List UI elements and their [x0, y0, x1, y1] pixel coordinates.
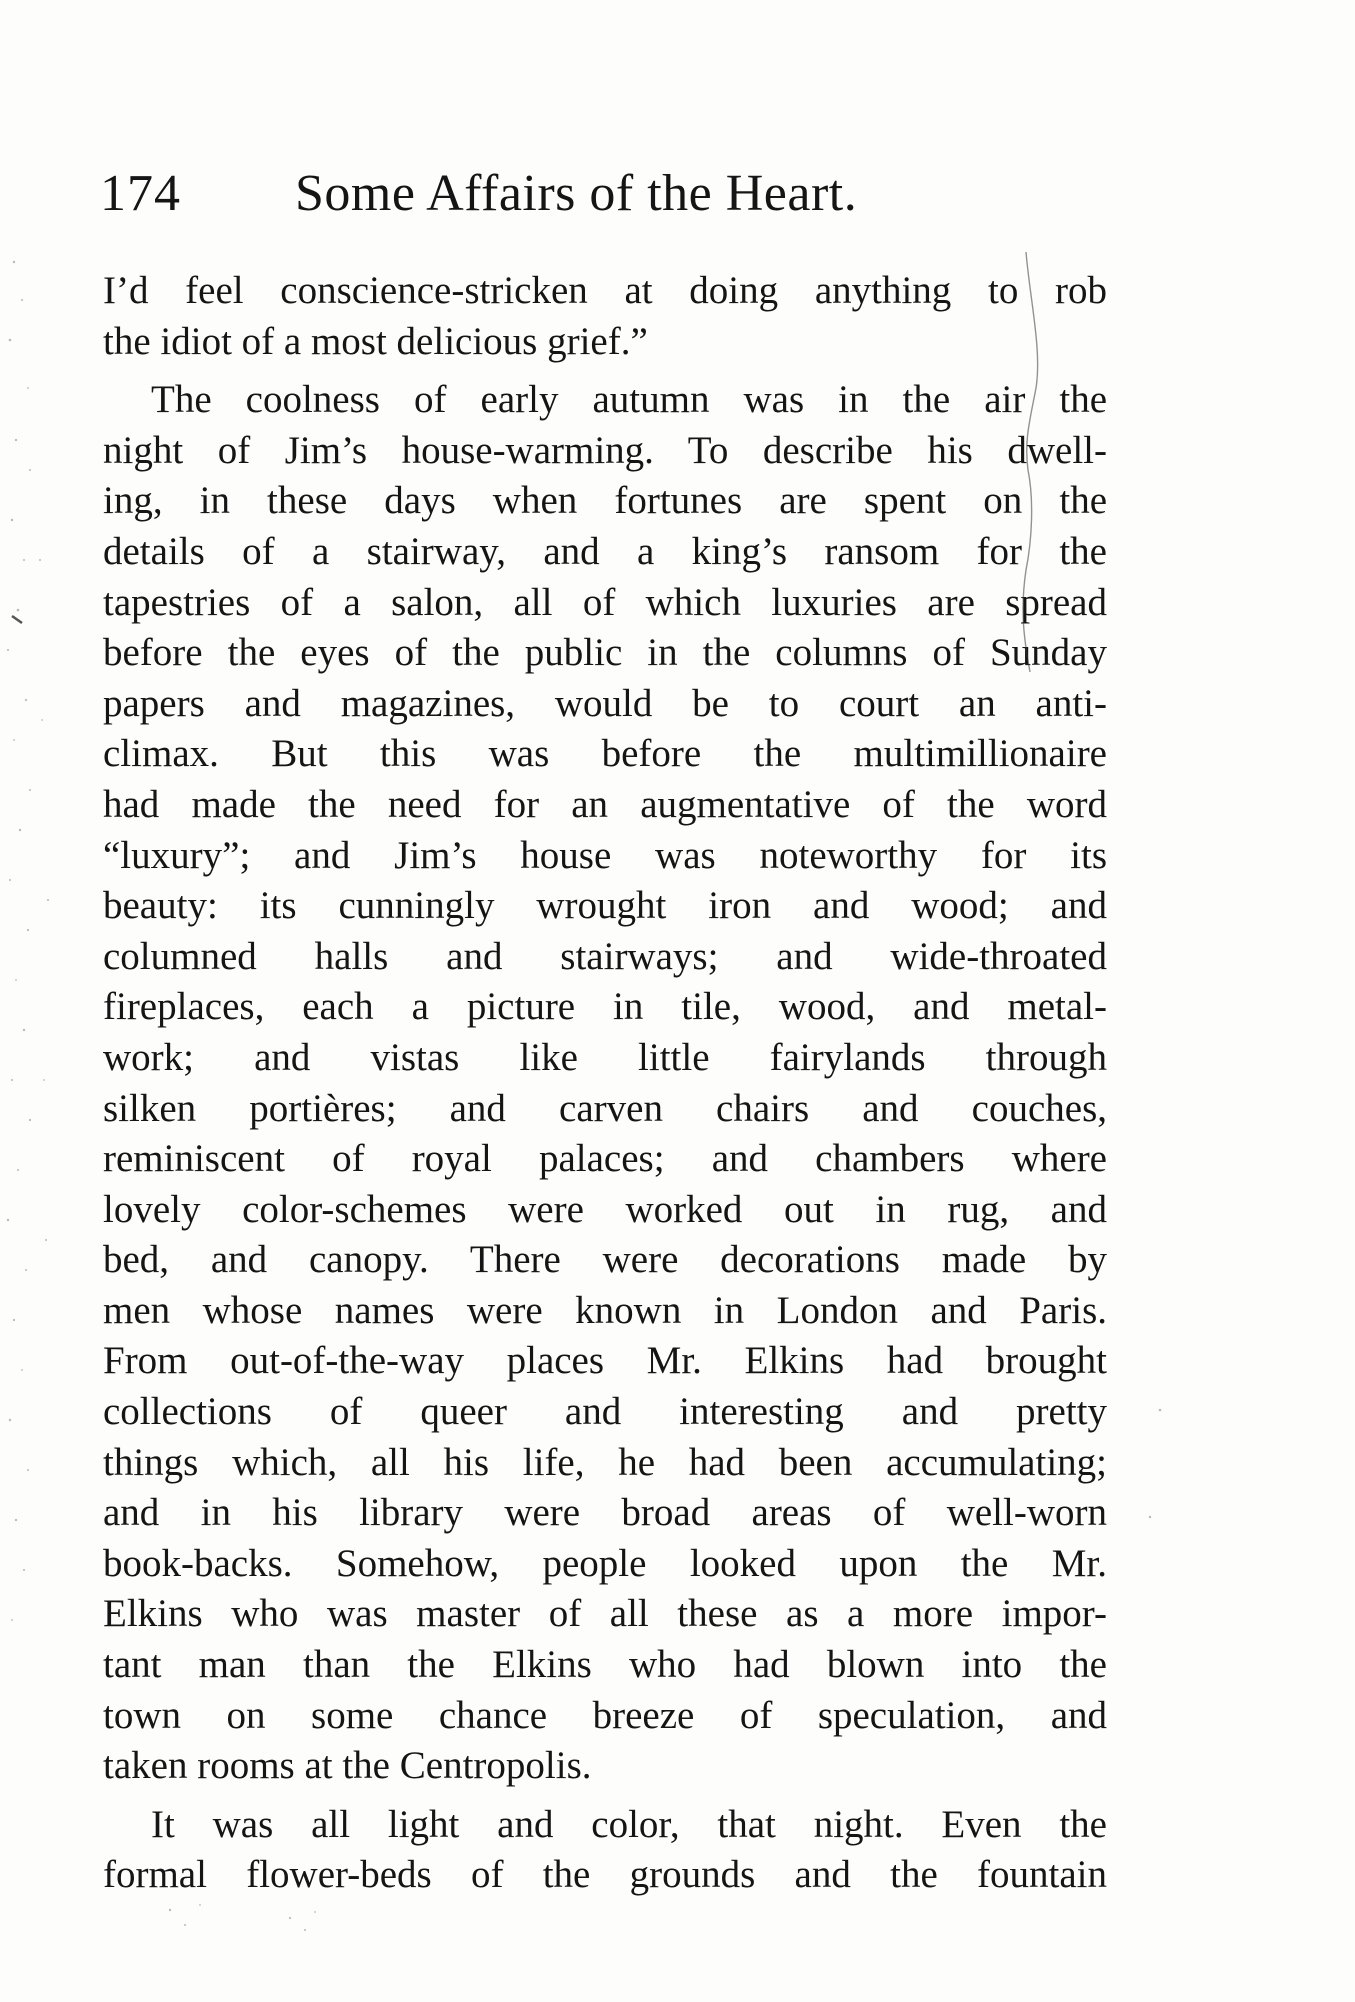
text-line: and in his library were broad areas of well-worn — [103, 1491, 1107, 1535]
text-line: lovely color-schemes were worked out in rug, and — [103, 1187, 1107, 1231]
text-line: town on some chance breeze of speculation, and — [103, 1693, 1107, 1737]
running-header — [100, 164, 1110, 234]
text-line: the idiot of a most delicious grief.” — [103, 319, 648, 363]
text-line: collections of queer and interesting and pretty — [103, 1390, 1107, 1434]
page-number: 174 — [100, 165, 181, 222]
text-line: bed, and canopy. There were decorations made by — [103, 1238, 1107, 1282]
text-line: had made the need for an augmentative of the word — [103, 782, 1107, 826]
text-line: formal flower-beds of the grounds and the fountain — [103, 1853, 1107, 1897]
running-title: Some Affairs of the Heart. — [295, 165, 858, 222]
text-line: things which, all his life, he had been accumulating; — [103, 1440, 1107, 1484]
text-line: tapestries of a salon, all of which luxuries are spread — [103, 580, 1107, 624]
text-line: beauty: its cunningly wrought iron and wood; and — [103, 884, 1107, 928]
text-line: “luxury”; and Jim’s house was noteworthy for its — [103, 833, 1107, 877]
paragraph — [103, 1800, 1107, 1901]
text-line: night of Jim’s house-warming. To describe his dwell- — [103, 428, 1107, 472]
text-line: It was all light and color, that night. Even the — [151, 1802, 1107, 1846]
text-line: climax. But this was before the multimillionaire — [103, 732, 1107, 776]
body-text — [103, 266, 1107, 1901]
text-line: From out-of-the-way places Mr. Elkins had brought — [103, 1339, 1107, 1383]
text-line: tant man than the Elkins who had blown into the — [103, 1643, 1107, 1687]
paragraph — [103, 375, 1107, 1792]
text-line: Elkins who was master of all these as a more impor- — [103, 1592, 1107, 1636]
text-line: reminiscent of royal palaces; and chambers where — [103, 1137, 1107, 1181]
text-line: men whose names were known in London and Paris. — [103, 1288, 1107, 1332]
paragraph — [103, 266, 1107, 367]
text-line: The coolness of early autumn was in the air the — [151, 378, 1107, 422]
text-line: fireplaces, each a picture in tile, wood, and metal- — [103, 985, 1107, 1029]
text-line: columned halls and stairways; and wide-throated — [103, 934, 1107, 978]
text-line: taken rooms at the Centropolis. — [103, 1744, 592, 1788]
text-line: before the eyes of the public in the columns of Sunday — [103, 631, 1107, 675]
text-line: book-backs. Somehow, people looked upon the Mr. — [103, 1541, 1107, 1585]
text-line: ing, in these days when fortunes are spent on the — [103, 479, 1107, 523]
text-line: silken portières; and carven chairs and couches, — [103, 1086, 1107, 1130]
text-line: work; and vistas like little fairylands through — [103, 1035, 1107, 1079]
text-line: details of a stairway, and a king’s ransom for the — [103, 529, 1107, 573]
text-line: I’d feel conscience-stricken at doing anything to rob — [103, 269, 1107, 312]
text-line: papers and magazines, would be to court an anti- — [103, 681, 1107, 725]
